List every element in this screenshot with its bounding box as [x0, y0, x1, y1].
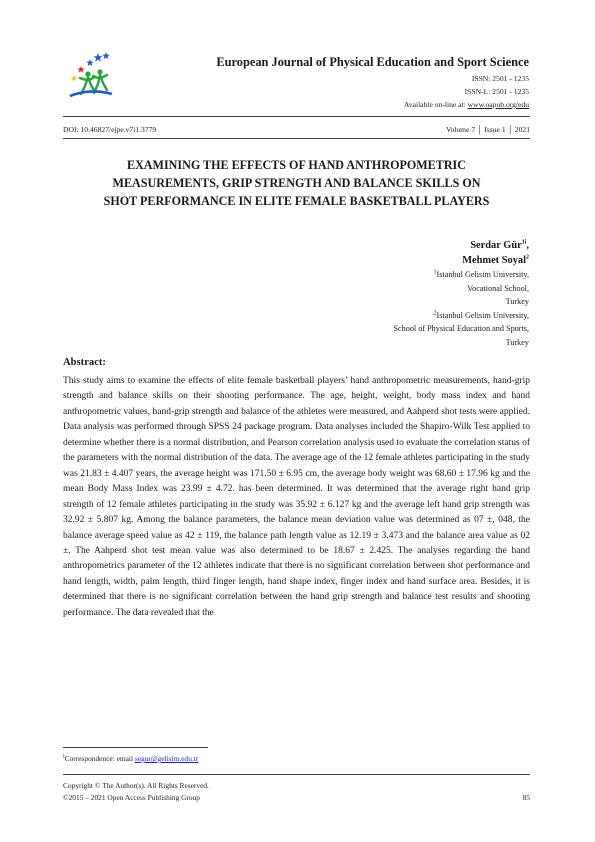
- title-line-2: MEASUREMENTS, GRIP STRENGTH AND BALANCE SKILLS ON: [112, 176, 481, 190]
- available-prefix: Available on-line at:: [403, 100, 468, 109]
- logo-star-icon: [77, 66, 84, 73]
- affiliation-2-line-2: School of Physical Education and Sports,: [393, 324, 529, 334]
- logo-star-icon: [86, 59, 94, 66]
- footnote-prefix: Correspondence: email: [64, 754, 135, 763]
- affiliation-2-line-3: Turkey: [505, 337, 529, 347]
- logo-star-icon: [71, 75, 78, 81]
- availability-line: [404, 98, 529, 111]
- affiliation-1-line-1: $^1$Istanbul Gelisim University,: [433, 269, 529, 279]
- header-divider: [63, 116, 530, 117]
- volume-issue-year: Volume 7 │ Issue 1 │ 2021: [445, 125, 530, 134]
- footnote-divider: [63, 747, 208, 748]
- copyright: Copyright © The Author(s). All Rights Reserved.: [63, 781, 209, 790]
- journal-title: European Journal of Physical Education and Sport Science: [216, 55, 529, 69]
- paper-title: [63, 156, 530, 210]
- logo-star-icon: [94, 53, 103, 62]
- logo-athletes-icon: [70, 69, 112, 96]
- affiliation-2-line-1: $^2$Istanbul Gelisim University,: [433, 310, 529, 320]
- affiliation-1-line-3: Turkey: [505, 297, 529, 307]
- doi: DOI: 10.46827/ejpe.v7i1.3779: [63, 125, 157, 134]
- title-line-3: SHOT PERFORMANCE IN ELITE FEMALE BASKETBALL PLAYERS: [103, 194, 490, 208]
- abstract-body: This study aims to examine the effects of elite female basketball players’ hand anthropometric measurements, hand-grip strength and balance skills on their shooting performance. The age, height, weight, body mass index and hand anthropometric values, hand-grip strength and balance of the athletes were measured, and Aahperd shot tests were applied. Data analysis was performed through SPSS 24 package program. Data analyses included the Shapiro-Wilk Test applied to determine whether there is a normal distribution, and Pearson correlation analysis used to evaluate the correlation status of the parameters with the normal distribution of the data. The average age of the 12 female athletes participating in the study was 21.83 ± 4.407 years, the average height was 171.50 ± 6.95 cm, the average body weight was 68.60 ± 17.96 kg and the mean Body Mass Index was 23.99 ± 4.72. has been determined. It was determined that the average right hand grip strength of 12 female athletes participating in the study was 35.92 ± 6.127 kg and the average left hand grip strength was 32.92 ± 5.807 kg. Among the balance parameters, the balance mean deviation value was determined as 07 ±, 048, the balance average speed value as 42 ± 119, the balance path length value as 12.19 ± 3.473 and the balance area value as 02 ±. The Aahperd shot test mean value was also determined to be 18.67 ± 2.425. The analyses regarding the hand anthropometrics parameter of the 12 athletes indicate that there is no significant correlation between shot performance and hand length, width, palm length, third finger length, hand shape index, finger index and hand surface area. Besides, it is determined that there is no significant correlation between the hand grip strength and balance test results and shooting performance. The data revealed that the: [63, 376, 530, 618]
- issn-block: [404, 72, 529, 111]
- meta-divider: [63, 138, 530, 139]
- logo-star-icon: [102, 52, 110, 59]
- author-2: Mehmet Soyal$^2$: [462, 254, 529, 266]
- title-line-1: EXAMINING THE EFFECTS OF HAND ANTHROPOMETRIC: [127, 158, 466, 172]
- journal-logo-icon: [64, 50, 116, 102]
- author-1: Serdar Gür$^{1i}$,: [470, 239, 529, 251]
- correspondence-footnote: $^i$Correspondence: email segur@gelisim.edu.tr: [63, 753, 199, 763]
- affiliation-1-line-2: Vocational School,: [467, 283, 529, 293]
- issn-l: ISSN-L: 2501 - 1235: [464, 87, 529, 96]
- footer-divider: [63, 774, 530, 775]
- journal-url-link[interactable]: www.oapub.org/edu: [467, 100, 529, 109]
- correspondence-email-link[interactable]: segur@gelisim.edu.tr: [134, 754, 199, 763]
- page-footer: [63, 780, 530, 804]
- issn: ISSN: 2501 - 1235: [471, 74, 529, 83]
- abstract-heading: Abstract:: [63, 357, 106, 368]
- publisher-line: ©2015 – 2021 Open Access Publishing Group: [63, 793, 200, 802]
- page-number: 85: [522, 793, 530, 802]
- authors-block: [393, 238, 529, 350]
- meta-row: [63, 125, 530, 134]
